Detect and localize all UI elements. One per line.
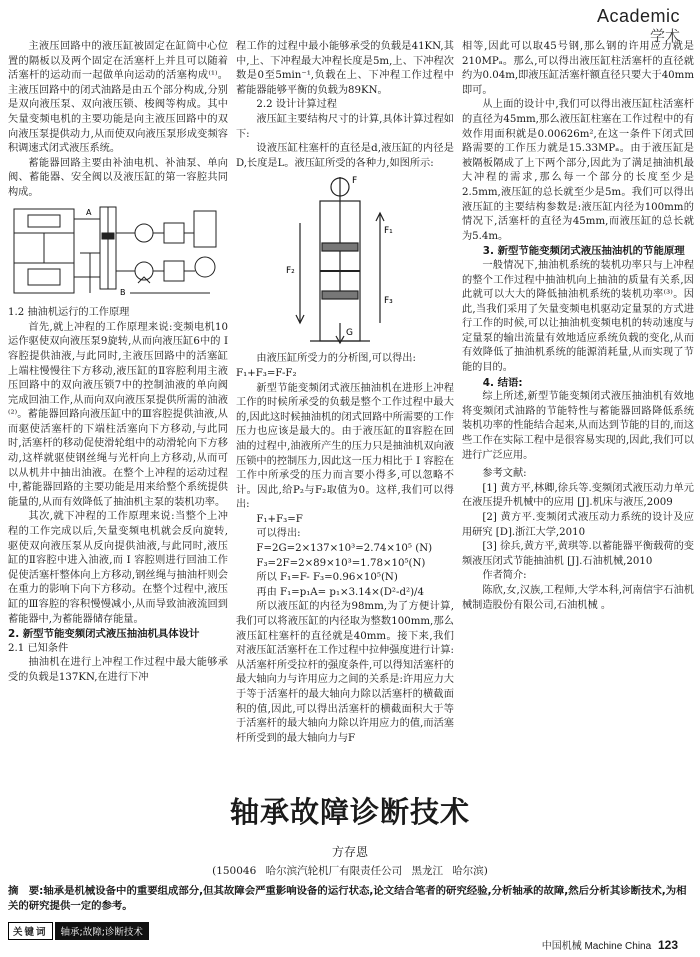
- article-affiliation: (150046 哈尔滨汽轮机厂有限责任公司 黑龙江 哈尔滨): [212, 865, 488, 877]
- reference-item: [2] 黄方平.变频闭式液压动力系统的设计及应用研究 [D].浙江大学,2010: [462, 512, 694, 538]
- paragraph: 主液压回路中的液压缸被固定在缸筒中心位置的隔板以及两个固定在活塞杆上并且可以随着活塞杆的运动而一起做单向运动的活塞构成⁽¹⁾。主液压回路中的闭式油路是由五个部分构成,分别是双向液压泵、双向液压锁、梭阀等构成。其中矢量变频电机的主要功能是向主液压回路中的双向液压泵提供动力,从而使双向液压泵形成变频容积调速式闭式液压系统。: [8, 41, 228, 155]
- force-label-f2: F₂: [286, 266, 295, 277]
- paragraph: 液压缸主要结构尺寸的计算,具体计算过程如下:: [236, 113, 454, 140]
- force-label-f3: F₃: [384, 296, 393, 307]
- article-title: 轴承故障诊断技术: [229, 795, 470, 829]
- section-heading: 2. 新型节能变频闭式液压抽油机具体设计: [8, 628, 200, 641]
- page-footer: [542, 937, 678, 952]
- force-label-f: F: [352, 176, 358, 187]
- figure-label-b: B: [120, 287, 126, 297]
- paragraph: 抽油机在进行上冲程工作过程中最大能够承受的负载是137KN,在进行下冲: [8, 657, 228, 683]
- equation: 再由 F₁=p₁A= p₁×3.14×(D²-d²)/4: [256, 586, 424, 598]
- paragraph: 综上所述,新型节能变频闭式液压抽油机有效地将变频闭式油路的节能特性与蓄能器回路降低系统装机功率的性能结合起来,从而达到节能的目的,而这些工作在实际工程中是很容易实现的,因此,我们可以进行广泛应用。: [462, 391, 694, 461]
- column-2: [236, 40, 454, 746]
- article-columns: [8, 40, 694, 744]
- equation: 所以 F₁=F- F₃=0.96×10⁵(N): [256, 572, 398, 584]
- paragraph: 其次,就下冲程的工作原理来说:当整个上冲程的工作完成以后,矢量变频电机就会反向旋转,驱使双向液压泵从反向提供油液,与此同时,液压缸的Ⅱ容腔中进入油液,而 I 容腔则进行回油工作促使活塞杆整体向上方移动,钢丝绳与抽油杆则会在重力的影响下向下方移动。在整个过程中,液压缸的Ⅲ容腔的容积慢慢减小,从而导致油液流回到蓄能器中,为蓄能器储存能量。: [8, 511, 228, 625]
- equation: F₃=2F=2×89×10³=1.78×10⁵(N): [256, 557, 426, 569]
- cylinder-force-diagram: [280, 173, 410, 348]
- force-label-f1: F₁: [384, 226, 393, 237]
- article-author: 方存恩: [331, 845, 368, 859]
- paragraph: 首先,就上冲程的工作原理来说:变频电机10运作驱使双向液压泵9旋转,从而向液压缸6中的 I 容腔提供油液,与此同时,主液压回路中的活塞缸上端柱慢慢往下方移动,液压缸的Ⅱ容腔利用主液压回路中的双向液压锁7中的控制油液的单向阀完成回油工作,从而向双向液压泵提供所需的油液⁽²⁾。蓄能器回路向液压缸中的Ⅲ容腔提供油液,从而驱使活塞杆的下端柱活塞向下方移动,与此同时,活塞杆的移动促使滑轮组中的动滑轮向下方移动,这样就驱使钢丝绳与光杆向上方移动,从而可以从机井中抽出油液。在整个上冲程的运动过程中,蓄能器回路的主要功能是用来给整个系统提供能量的,从而有效降低了抽油机主泵的装机功率。: [8, 321, 228, 508]
- section-heading: 3. 新型节能变频闭式液压抽油机的节能原理: [482, 245, 685, 258]
- equation: F₁+F₃=F: [256, 513, 303, 525]
- reference-item: [3] 徐兵,黄方平,黄琪等.以蓄能器平衡载荷的变频液压闭式节能抽油机 [J].石油机械,2010: [462, 541, 694, 567]
- figure-label-a: A: [86, 207, 92, 217]
- keywords-label: 关键词: [8, 922, 53, 940]
- equation: F=2G=2×137×10³=2.74×10⁵ (N): [256, 543, 433, 555]
- section-heading: 4. 结语:: [482, 376, 523, 389]
- paragraph: 新型节能变频闭式液压抽油机在进形上冲程工作的时候所承受的负载是整个工作过程中最大的,因此这时候抽油机的闭式回路中所需要的工作压力也应该是最大的。由于液压缸的Ⅱ容腔在回油的过程中,油液所产生的压力只是抽油机双向液压锁中的控制压力,因此这一压力相比于 I 容腔在工作中所承受的压力而言要小得多,可以忽略不计。因此,给P₂与F₂取值为0。这样,我们可以得出:: [236, 382, 454, 511]
- reference-item: [1] 黄方平,林卿,徐兵等.变频闭式液压动力单元在液压提升机械中的应用 [J].机床与液压,2009: [462, 482, 694, 509]
- author-intro-title: 作者简介:: [482, 570, 527, 582]
- paragraph: 设液压缸柱塞杆的直径是d,液压缸的内径是D,长度是L。液压缸所受的各种力,如图所示:: [236, 143, 454, 169]
- subsection-heading: 2.2 设计计算过程: [256, 99, 337, 111]
- paragraph: 由液压缸所受力的分析图,可以得出:: [256, 353, 416, 365]
- paragraph: 蓄能器回路主要由补油电机、补油泵、单向阀、蓄能器、安全阀以及液压缸的第一容腔共同构成。: [8, 157, 228, 198]
- subsection-heading: 2.1 已知条件: [8, 642, 69, 654]
- author-intro: 陈欣,女,汉族,工程师,大学本科,河南信宇石油机械制造股份有限公司,石油机械 。: [462, 584, 694, 611]
- equation: F₁+F₃=F-F₂: [236, 367, 297, 379]
- force-label-g: G: [346, 328, 353, 339]
- paragraph: 从上面的设计中,我们可以得出液压缸柱活塞杆的直径为45mm,那么液压缸柱塞在工作过程中的有效作用面积就是0.00626m²,在这一条件下闭式回路需要的工作压力就是15.33MPₐ。由于液压缸是被隔板隔成了上下两个部分,因此为了满足抽油机最大冲程的需求,那么每一个部分的长度至少是2.5mm,液压缸的总长就至少是5m。我们可以得出液压缸的主要结构参数是:液压缸内径为100mm的情况下,活塞杆的直径为45mm,而液压缸的总长就为5.4m。: [462, 99, 694, 242]
- column-3: [462, 40, 694, 613]
- hydraulic-circuit-figure: [10, 203, 224, 299]
- page-number: 123: [657, 938, 678, 952]
- paragraph: 相等,因此可以取45号钢,那么钢的许用应力就是210MPₐ。那么,可以得出液压缸柱活塞杆的直径就约为0.04m,即液压缸活塞杆额直径只要大于40mm即可。: [462, 41, 694, 96]
- keywords-value: 轴承;故障;诊断技术: [55, 922, 149, 940]
- paragraph: 程工作的过程中最小能够承受的负载是41KN,其中,上、下冲程最大冲程长度是5m,上、下冲程次数是0至5min⁻¹,负载在上、下冲程工作过程中蓄能器能够平衡的负载为89KN。: [236, 41, 454, 96]
- references-title: 参考文献:: [482, 468, 527, 480]
- section-heading: 1.2 抽油机运行的工作原理: [8, 307, 130, 319]
- column-1: [8, 40, 228, 686]
- journal-name: 中国机械 Machine China: [541, 941, 652, 952]
- keywords-bar: [8, 922, 149, 940]
- article-abstract: 摘 要:轴承是机械设备中的重要组成部分,但其故障会严重影响设备的运行状态,论文结合笔者的研究经验,分析轴承的故障,然后分析其诊断技术,为相关的研究提供一定的参考。: [8, 885, 687, 912]
- header-academic-en: Academic: [596, 6, 680, 26]
- header-academic-cn: 学术: [649, 28, 680, 45]
- paragraph: 所以液压缸的内径为98mm,为了方便计算,我们可以将液压缸的内径取为整数100mm,那么液压缸柱塞杆的直径就是40mm。接下来,我们对液压缸活塞杆在工作过程中拉伸强度进行计算:从活塞杆所受拉杆的强度条件,可以得知活塞杆的最大轴向力与许用应力之间的关系是:许用应力大于等于活塞杆的最大轴向力除以活塞杆的横截面积的值,因此,可以得出活塞杆的横截面积大于等于活塞杆的最大轴向力除以许用应力的值,而活塞杆所受到的最大轴向力与F: [236, 601, 454, 744]
- equation: 可以得出:: [256, 528, 301, 540]
- paragraph: 一般情况下,抽油机系统的装机功率只与上冲程的整个工作过程中抽油机向上抽油的质量有关系,因此就可以大大的降低抽油机系统的装机功率⁽³⁾。因此,当我们采用了矢量变频电机驱动定量泵的方式进行工作的时候,可以让抽油机变频电机的转动速度与定量泵的输出流量有效地适应系统负载的变化,从而有效降低了抽油机系统的能源消耗量,从而实现了节能的目的。: [462, 259, 694, 374]
